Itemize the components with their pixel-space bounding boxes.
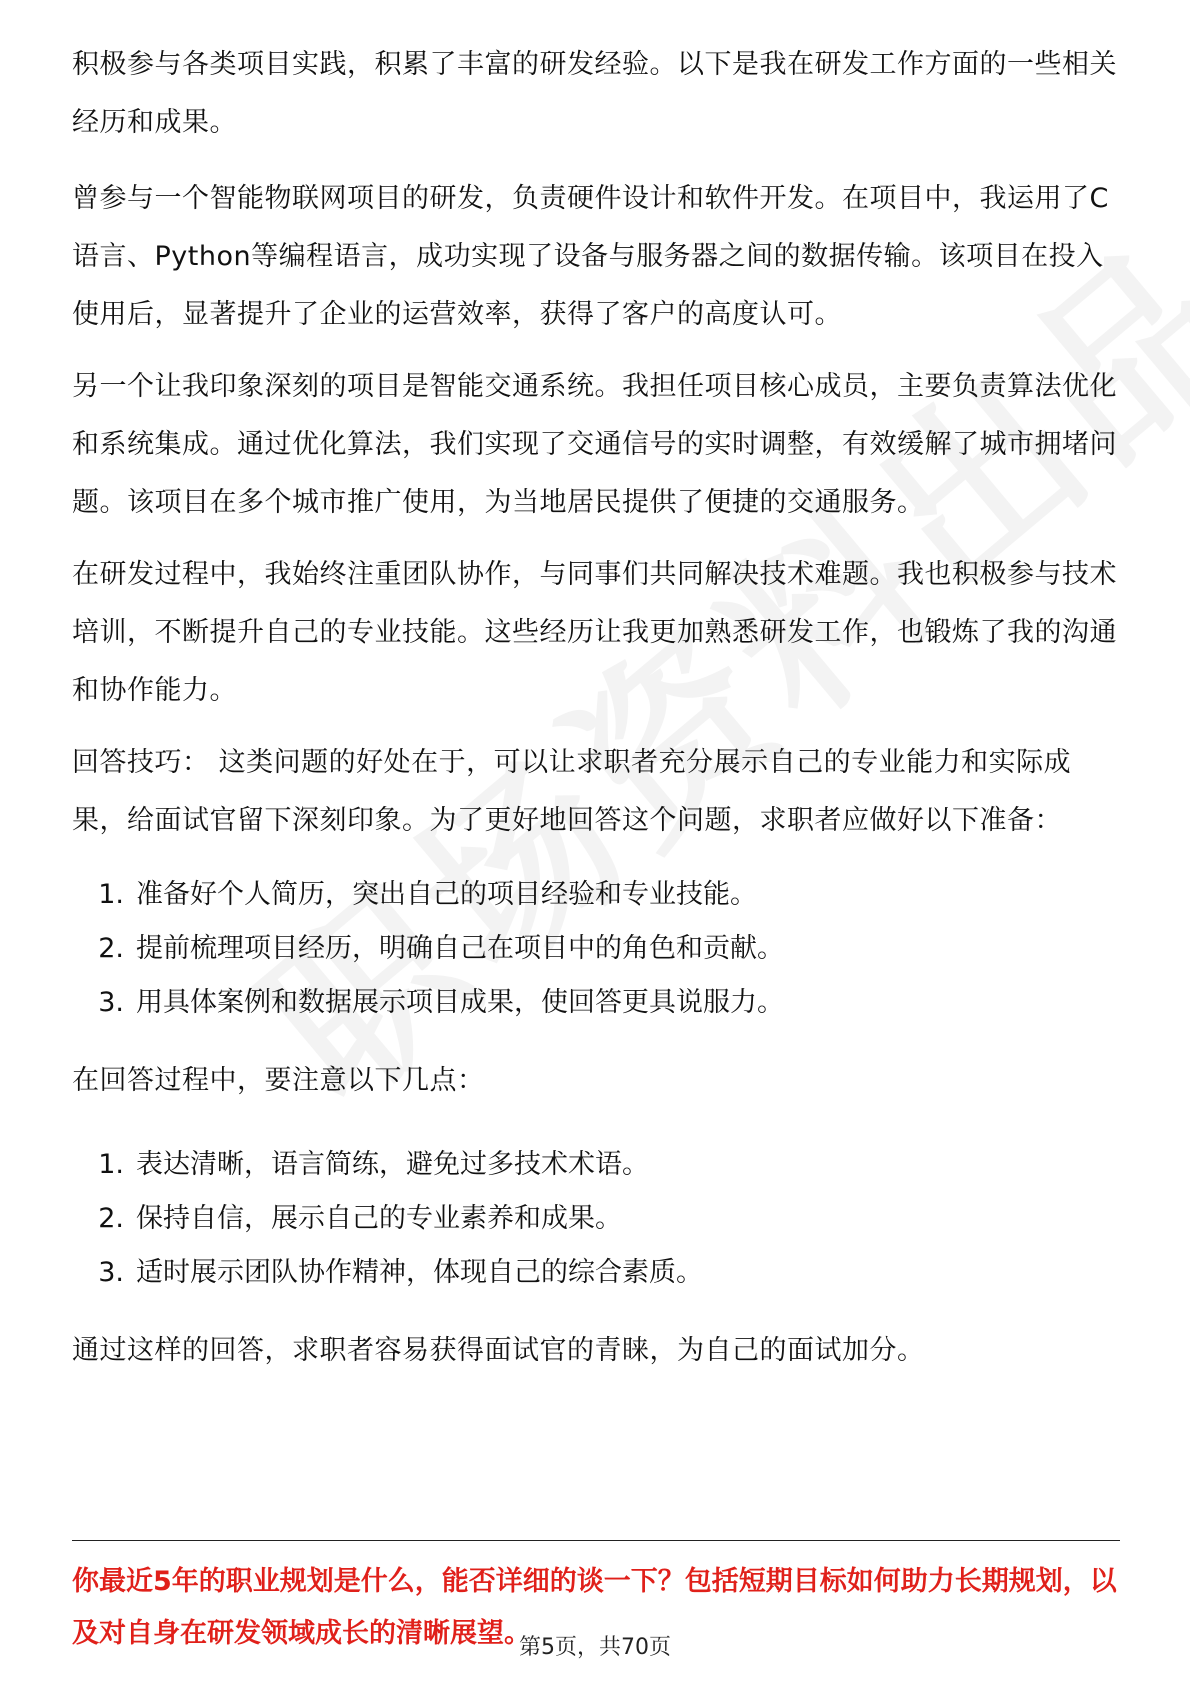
list-number: 1. [98,1149,124,1180]
list-number: 3. [98,1257,124,1288]
prep-list-item [72,974,1112,1032]
list-text: 准备好个人简历，突出自己的项目经验和专业技能。 [136,879,757,910]
list-text: 表达清晰，语言简练，避免过多技术术语。 [136,1149,649,1180]
paragraph-iot-project: 曾参与一个智能物联网项目的研发，负责硬件设计和软件开发。在项目中，我运用了C语言、Python等编程语言，成功实现了设备与服务器之间的数据传输。该项目在投入使用后，显著提升了企业的运营效率，获得了客户的高度认可。 [72,183,1109,330]
prep-list-item [72,920,1112,978]
list-text: 保持自信，展示自己的专业素养和成果。 [136,1203,622,1234]
list-number: 1. [98,879,124,910]
list-text: 提前梳理项目经历，明确自己在项目中的角色和贡献。 [136,933,784,964]
attention-list-item [72,1244,1112,1302]
attention-intro: 在回答过程中，要注意以下几点： [72,1065,485,1096]
prep-list-item [72,866,1112,924]
section-divider [72,1540,1120,1541]
list-text: 用具体案例和数据展示项目成果，使回答更具说服力。 [136,987,784,1018]
paragraph-closing: 通过这样的回答，求职者容易获得面试官的青睐，为自己的面试加分。 [72,1335,925,1366]
list-number: 3. [98,987,124,1018]
attention-list-item [72,1190,1112,1248]
attention-list-item [72,1136,1112,1194]
list-number: 2. [98,933,124,964]
next-interview-question: 你最近5年的职业规划是什么，能否详细的谈一下？包括短期目标如何助力长期规划，以及对自身在研发领域成长的清晰展望。 [72,1566,1117,1649]
paragraph-teamwork: 在研发过程中，我始终注重团队协作，与同事们共同解决技术难题。我也积极参与技术培训，不断提升自己的专业技能。这些经历让我更加熟悉研发工作，也锻炼了我的沟通和协作能力。 [72,559,1117,706]
list-text: 适时展示团队协作精神，体现自己的综合素质。 [136,1257,703,1288]
paragraph-traffic-project: 另一个让我印象深刻的项目是智能交通系统。我担任项目核心成员，主要负责算法优化和系统集成。通过优化算法，我们实现了交通信号的实时调整，有效缓解了城市拥堵问题。该项目在多个城市推广使用，为当地居民提供了便捷的交通服务。 [72,371,1117,518]
paragraph-answer-tips: 回答技巧： 这类问题的好处在于，可以让求职者充分展示自己的专业能力和实际成果，给面试官留下深刻印象。为了更好地回答这个问题，求职者应做好以下准备： [72,747,1072,836]
list-number: 2. [98,1203,124,1234]
page-footer: 第5页，共70页 [519,1635,671,1660]
paragraph-intro: 积极参与各类项目实践，积累了丰富的研发经验。以下是我在研发工作方面的一些相关经历和成果。 [72,49,1117,138]
